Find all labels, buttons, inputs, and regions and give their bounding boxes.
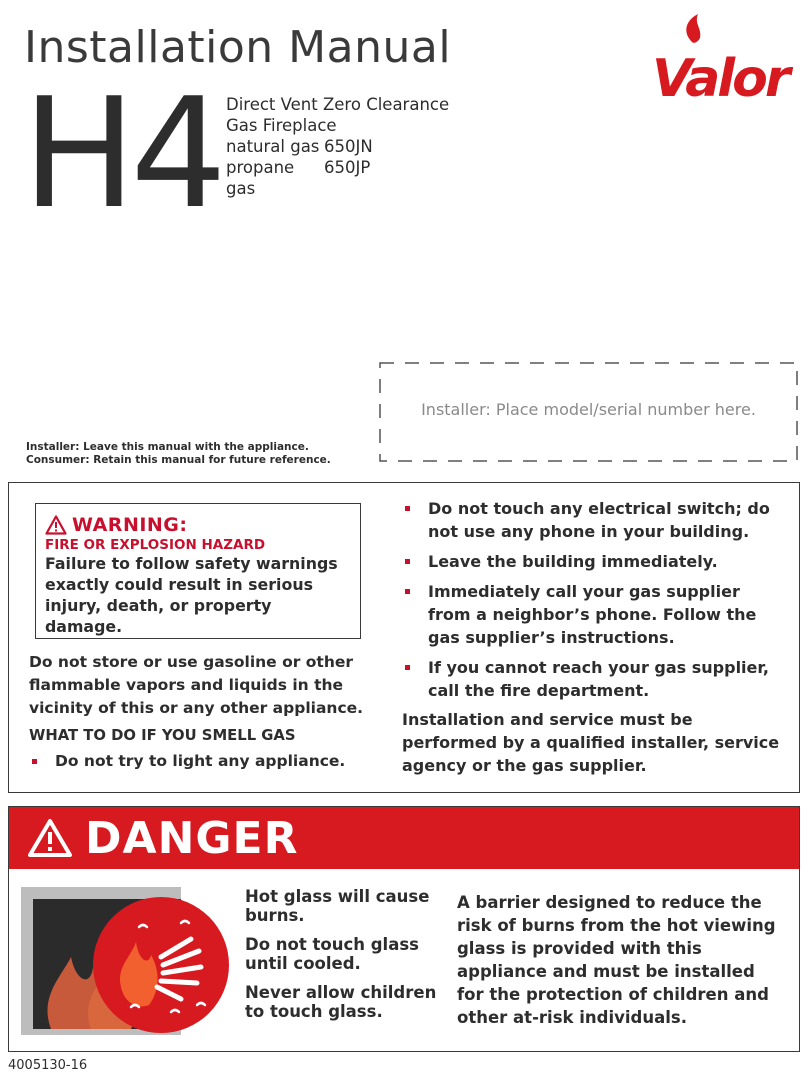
barrier-notice: A barrier designed to reduce the risk of burns from the hot viewing glass is provided with this appliance and must be installed for the protection of children and other at-risk individuals. bbox=[457, 893, 776, 1027]
hot-glass-burn-icon bbox=[21, 887, 231, 1035]
warning-triangle-icon bbox=[45, 515, 67, 535]
hot-glass-warnings bbox=[245, 887, 445, 1031]
model-name: H4 bbox=[22, 65, 222, 242]
children-text: Never allow children to touch glass. bbox=[245, 983, 437, 1021]
propane-row bbox=[226, 157, 449, 199]
product-line-2: Gas Fireplace bbox=[226, 116, 337, 135]
left-bullets bbox=[29, 750, 379, 773]
product-line-1: Direct Vent Zero Clearance bbox=[226, 95, 450, 114]
danger-heading: DANGER bbox=[85, 812, 299, 864]
warning-right-column bbox=[402, 497, 787, 777]
document-number: 4005130-16 bbox=[8, 1058, 88, 1073]
serial-number-area bbox=[379, 362, 798, 462]
list-item: Immediately call your gas supplier from a neighbor’s phone. Follow the gas supplier’s instructions. bbox=[402, 580, 787, 649]
installer-note-line-2: Consumer: Retain this manual for future reference. bbox=[26, 454, 331, 466]
list-item: Do not try to light any appliance. bbox=[29, 750, 379, 773]
warning-box bbox=[35, 503, 361, 639]
no-touch-text: Do not touch glass until cooled. bbox=[245, 935, 419, 973]
natural-gas-label: natural gas bbox=[226, 137, 320, 156]
danger-triangle-icon bbox=[27, 818, 73, 858]
installation-notice: Installation and service must be performed by a qualified installer, service agency or the gas supplier. bbox=[402, 710, 780, 775]
right-bullets bbox=[402, 497, 787, 702]
installer-note-line-1: Installer: Leave this manual with the appliance. bbox=[26, 441, 309, 453]
list-item: If you cannot reach your gas supplier, call the fire department. bbox=[402, 656, 787, 702]
warning-subheading: FIRE OR EXPLOSION HAZARD bbox=[45, 537, 266, 553]
list-item: Leave the building immediately. bbox=[402, 550, 787, 573]
installer-note bbox=[26, 441, 331, 467]
danger-panel bbox=[8, 806, 800, 1052]
storage-warning: Do not store or use gasoline or other flammable vapors and liquids in the vicinity of this or any other appliance. bbox=[29, 653, 364, 717]
propane-label: propane gas bbox=[226, 158, 295, 198]
warning-heading: WARNING: bbox=[72, 514, 188, 536]
warning-heading-row bbox=[45, 514, 350, 536]
natural-gas-model: 650JN bbox=[324, 137, 373, 156]
warning-text: Failure to follow safety warnings exactly could result in serious injury, death, or property damage. bbox=[45, 554, 338, 636]
hot-glass-text: Hot glass will cause burns. bbox=[245, 887, 430, 925]
list-item: Do not touch any electrical switch; do not use any phone in your building. bbox=[402, 497, 787, 543]
manual-title: Installation Manual bbox=[24, 22, 452, 73]
warning-left-column bbox=[29, 651, 379, 773]
danger-banner bbox=[9, 807, 799, 869]
warning-panel bbox=[8, 482, 800, 793]
valor-logo bbox=[652, 12, 798, 102]
svg-text:Valor: Valor bbox=[652, 49, 788, 102]
smell-gas-heading: WHAT TO DO IF YOU SMELL GAS bbox=[29, 727, 296, 744]
product-info bbox=[226, 94, 449, 199]
natural-gas-row bbox=[226, 136, 449, 157]
propane-model: 650JP bbox=[324, 158, 371, 177]
serial-label: Installer: Place model/serial number here. bbox=[421, 400, 756, 419]
